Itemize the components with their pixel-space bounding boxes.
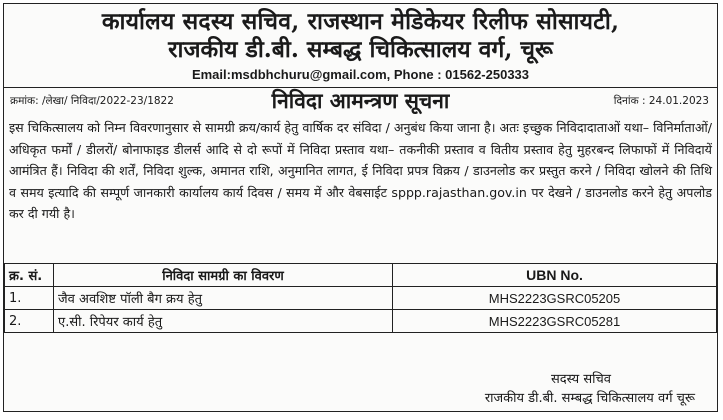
- signature-block: [485, 370, 695, 408]
- table-row: [5, 287, 717, 310]
- row-serial-number: 2.: [5, 310, 54, 333]
- row-ubn: MHS2223GSRC05205: [393, 287, 717, 310]
- org-name-line2: राजकीय डी.बी. सम्बद्ध चिकित्सालय वर्ग, चूरू: [168, 36, 553, 63]
- row-description: जैव अवशिष्ट पॉली बैग क्रय हेतु: [54, 287, 393, 310]
- table-row: [5, 310, 717, 333]
- notice-body: इस चिकित्सालय को निम्न विवरणानुसार से सामग्री क्रय/कार्य हेतु वार्षिक दर संविदा / अनुबंध किया जाना है। अतः इच्छुक निविदादाताओं यथा– विनिर्माताओं/ अधिकृत फर्मों / डीलरों/ बोनाफाइड डीलर्स आदि से दो रूपों में निविदा प्रस्ताव यथा– तकनीकी प्रस्ताव व वितीय प्रस्ताव हेतु मुहरबन्द लिफाफों में निविदायें आमंत्रित हैं। निविदा की शर्तें, निविदा शुल्क, अमानत राशि, अनुमानित लागत, ई निविदा प्रपत्र विक्रय / डाउनलोड कर प्रस्तुत करने / निविदा खोलने की तिथि व समय इत्यादि की सम्पूर्ण जानकारी कार्यालय कार्य दिवस / समय में और वेबसाईट sppp.rajasthan.gov.in पर देखने / डाउनलोड करने हेतु अपलोड कर दी गयी है।: [9, 120, 712, 221]
- tender-notice: [3, 3, 718, 412]
- row-serial-number: 1.: [5, 287, 54, 310]
- header-serial-number: क्र. सं.: [5, 264, 54, 287]
- row-ubn: MHS2223GSRC05281: [393, 310, 717, 333]
- header-description: निविदा सामग्री का विवरण: [54, 264, 393, 287]
- notice-header: [4, 4, 717, 84]
- header-ubn: UBN No.: [393, 264, 717, 287]
- meta-row: [4, 88, 717, 116]
- contact-info: Email:msdbhchuru@gmail.com, Phone : 01562-250333: [191, 67, 530, 82]
- signatory-org: राजकीय डी.बी. सम्बद्ध चिकित्सालय वर्ग चूरू: [484, 391, 695, 406]
- table-header-row: [5, 264, 717, 287]
- notice-title: निविदा आमन्त्रण सूचना: [271, 88, 450, 113]
- reference-number: क्रमांक: /लेखा/ निविदा/2022-23/1822: [10, 95, 174, 107]
- row-description: ए.सी. रिपेयर कार्य हेतु: [54, 310, 393, 333]
- tender-items-table: [4, 263, 717, 333]
- notice-date: दिनांक : 24.01.2023: [613, 95, 709, 107]
- org-name-line1: कार्यालय सदस्य सचिव, राजस्थान मेडिकेयर रिलीफ सोसायटी,: [101, 8, 620, 35]
- signatory-title: सदस्य सचिव: [550, 372, 611, 387]
